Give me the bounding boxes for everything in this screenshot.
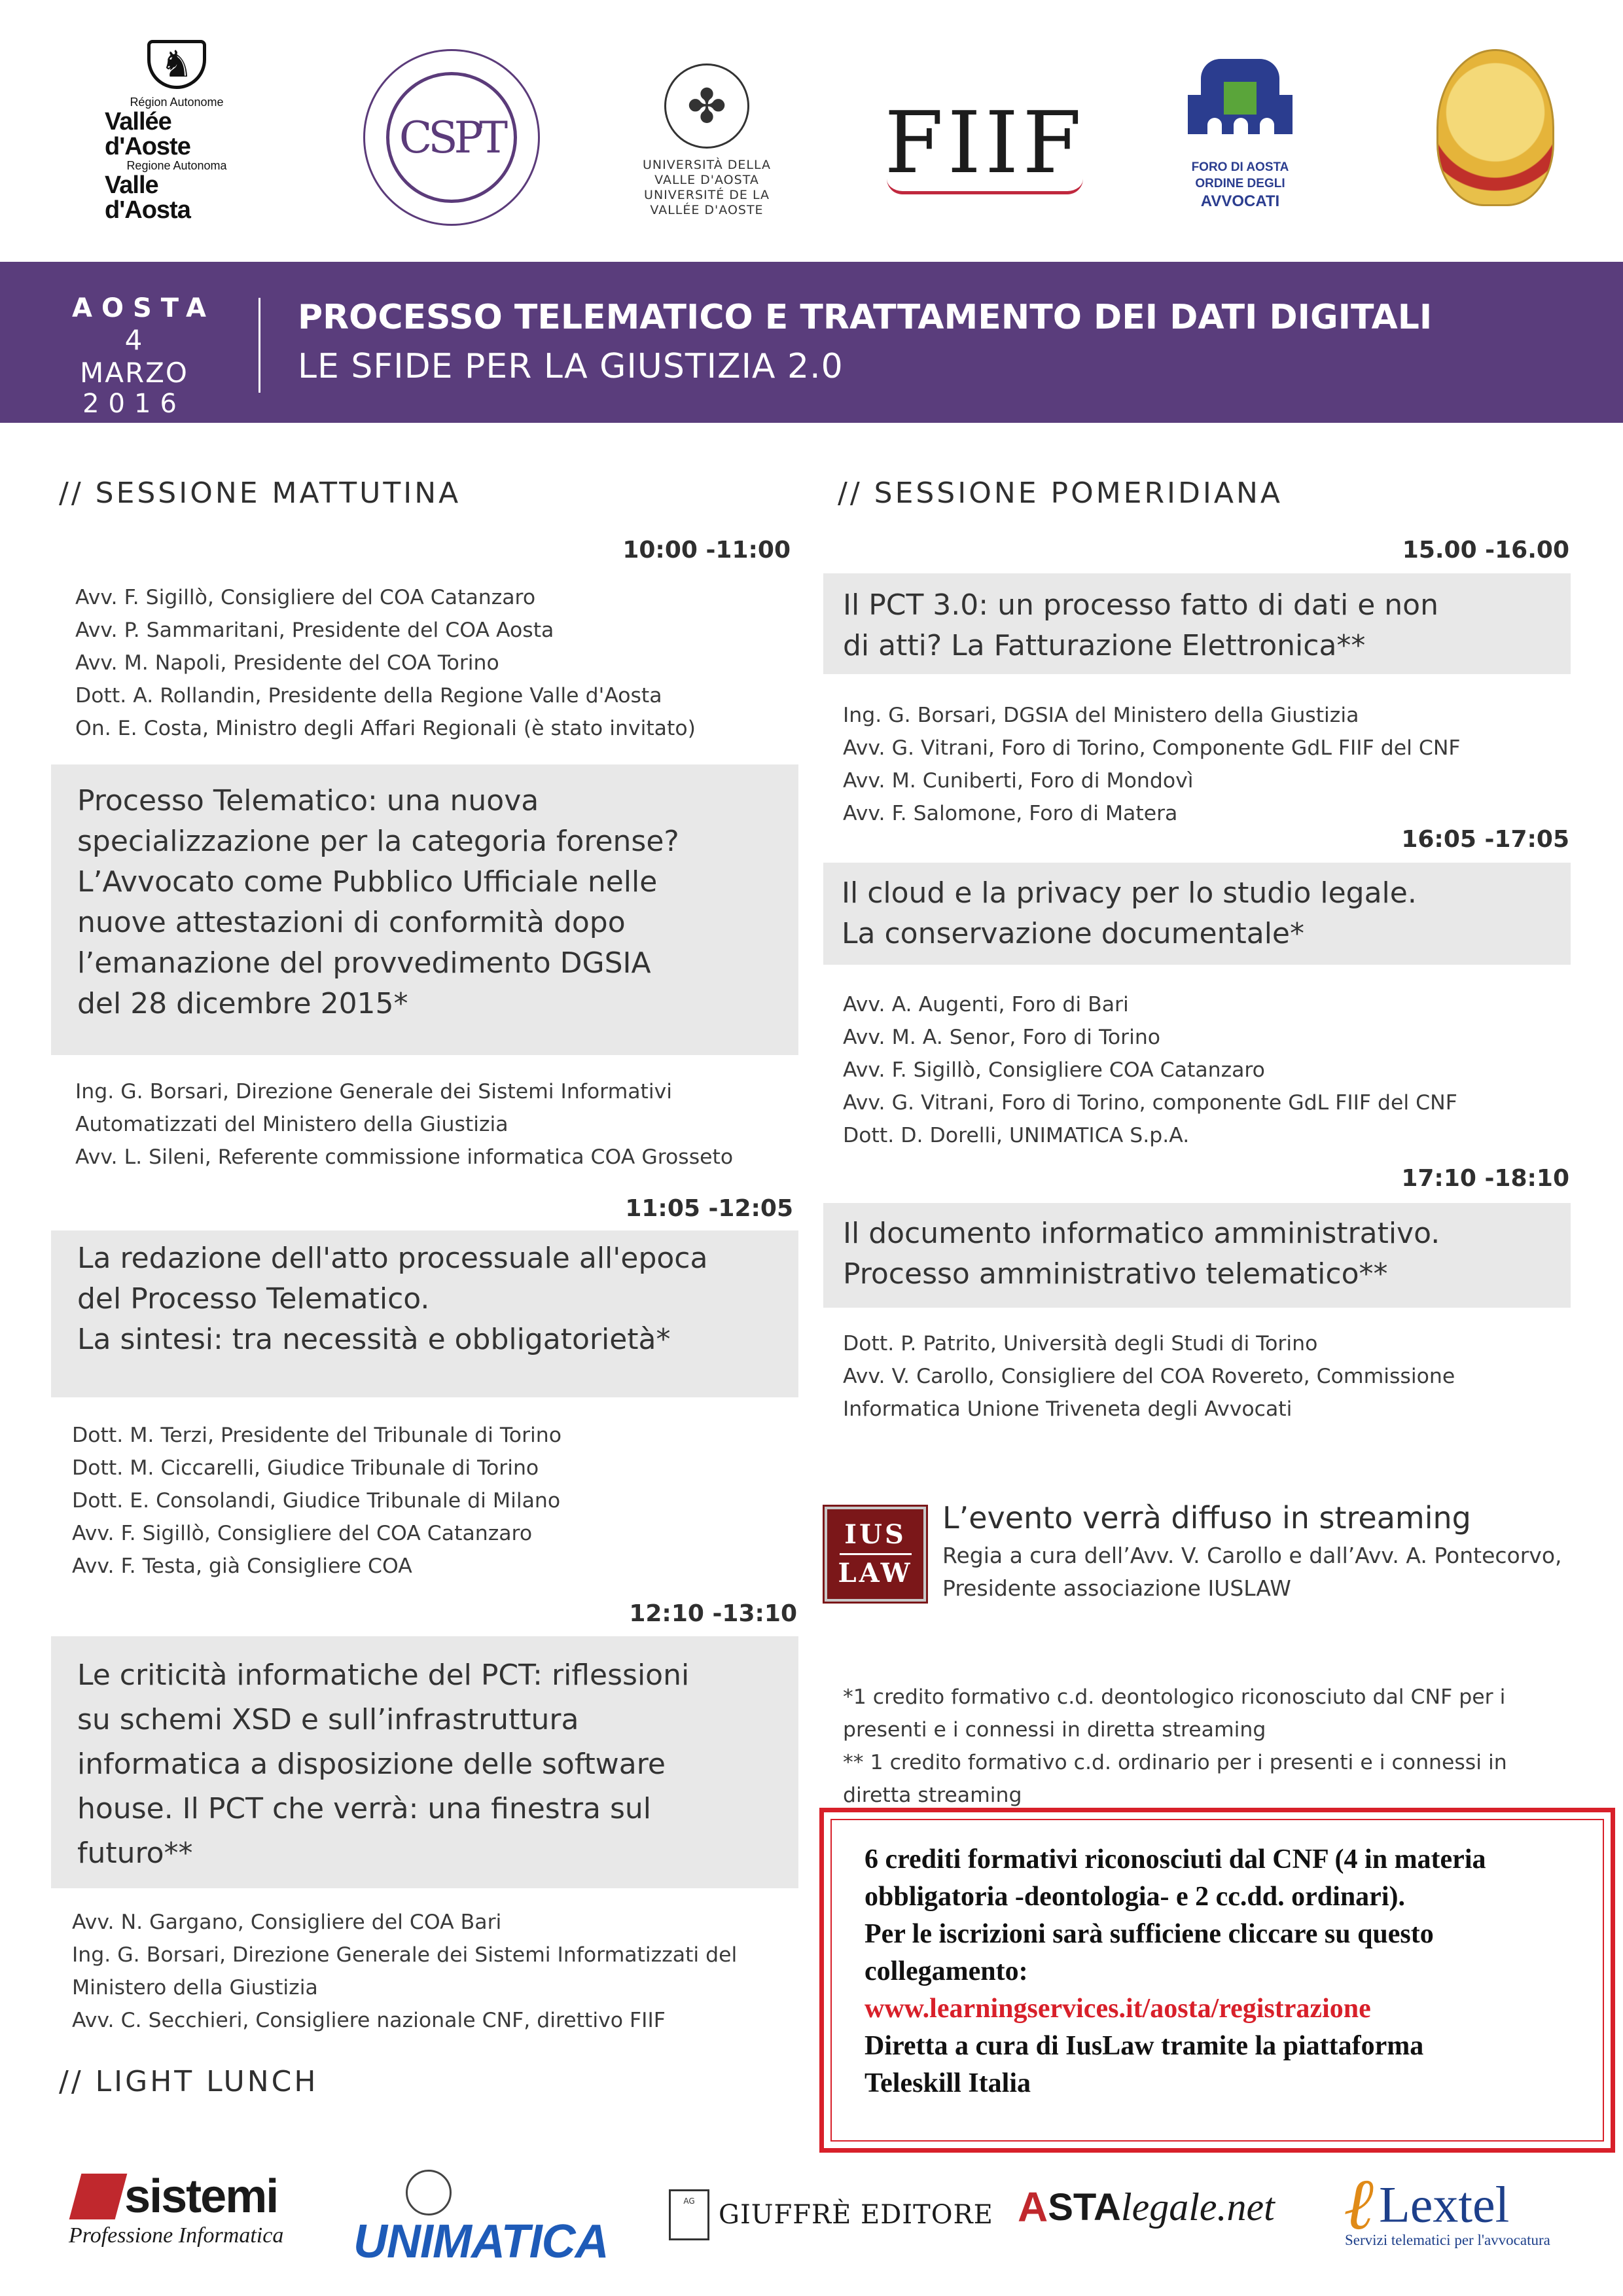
topic-line: La redazione dell'atto processuale all'epoca — [77, 1242, 708, 1275]
title-banner — [0, 262, 1623, 423]
morning-session-heading: // SESSIONE MATTUTINA — [59, 476, 461, 510]
iuslaw-top: IUS — [844, 1519, 906, 1550]
speaker-line: Avv. L. Sileni, Referente commissione informatica COA Grosseto — [75, 1145, 734, 1169]
afternoon-slot1-time: 15.00 -16.00 — [1402, 537, 1569, 564]
registration-link[interactable]: www.learningservices.it/aosta/registrazione — [865, 1994, 1371, 2024]
speaker-line: Dott. D. Dorelli, UNIMATICA S.p.A. — [843, 1124, 1190, 1147]
topic-line: La sintesi: tra necessità e obbligatorietà* — [77, 1323, 671, 1356]
sistemi-tagline: Professione Informatica — [69, 2223, 284, 2248]
cspt-logo — [353, 39, 550, 236]
emblem-logo — [1430, 46, 1561, 209]
name-line: On. E. Costa, Ministro degli Affari Regionali (è stato invitato) — [75, 717, 696, 740]
speaker-line: Dott. M. Ciccarelli, Giudice Tribunale di Torino — [72, 1456, 539, 1480]
topic-line: l’emanazione del provvedimento DGSIA — [77, 946, 651, 980]
tree-icon: ✤ — [664, 63, 749, 149]
afternoon-slot1-topic — [823, 573, 1571, 674]
vda-text-3: Regione Autonoma — [126, 158, 227, 172]
speaker-line: Ing. G. Borsari, Direzione Generale dei Sistemi Informatizzati del — [72, 1943, 738, 1967]
topic-line: del Processo Telematico. — [77, 1282, 430, 1316]
streaming-body — [942, 1539, 1562, 1605]
foro-building-icon — [1188, 59, 1293, 157]
streaming-line: Regia a cura dell’Avv. V. Carollo e dall’Avv. A. Pontecorvo, — [942, 1543, 1562, 1568]
asta-sta: STA — [1048, 2185, 1121, 2229]
morning-slot1-names — [75, 581, 696, 745]
morning-slot3-topic — [51, 1636, 798, 1888]
giuffre-logo — [669, 2189, 993, 2240]
afternoon-slot3-topic — [823, 1203, 1571, 1308]
speaker-line: Avv. G. Vitrani, Foro di Torino, Componente GdL FIIF del CNF — [843, 736, 1461, 760]
lextel-logo — [1345, 2163, 1550, 2248]
speaker-line: Avv. V. Carollo, Consigliere del COA Rovereto, Commissione — [843, 1365, 1455, 1388]
foro-text-1: FORO DI AOSTA — [1191, 160, 1289, 174]
speaker-line: Avv. F. Testa, già Consigliere COA — [72, 1554, 412, 1578]
event-title: PROCESSO TELEMATICO E TRATTAMENTO DEI DATI DIGITALI — [298, 298, 1433, 337]
registration-line: Diretta a cura di IusLaw tramite la piattaforma — [865, 2031, 1424, 2061]
cspt-monogram: CSPT — [386, 72, 517, 203]
topic-line: informatica a disposizione delle software — [77, 1748, 666, 1781]
event-city: AOSTA — [72, 293, 215, 323]
topic-line: Processo Telematico: una nuova — [77, 784, 539, 817]
speaker-line: Dott. M. Terzi, Presidente del Tribunale di Torino — [72, 1424, 562, 1447]
univ-text-2: VALLE D'AOSTA — [654, 173, 759, 188]
univ-text-4: VALLÉE D'AOSTE — [650, 202, 764, 217]
registration-line: obbligatoria -deontologia- e 2 cc.dd. ordinari). — [865, 1882, 1405, 1912]
foro-text-3: AVVOCATI — [1200, 192, 1280, 210]
lextel-wordmark: Lextel — [1379, 2176, 1510, 2233]
streaming-title: L’evento verrà diffuso in streaming — [942, 1500, 1471, 1535]
banner-divider — [259, 298, 260, 393]
foro-aosta-logo — [1178, 59, 1302, 209]
cspt-ring — [363, 49, 540, 226]
speaker-line: Automatizzati del Ministero della Giustizia — [75, 1113, 508, 1136]
name-line: Avv. M. Napoli, Presidente del COA Torino — [75, 651, 499, 675]
registration-box — [819, 1808, 1615, 2153]
fiif-logo — [877, 92, 1093, 203]
giuffre-wordmark: GIUFFRÈ EDITORE — [719, 2200, 993, 2230]
light-lunch-heading: // LIGHT LUNCH — [59, 2065, 319, 2098]
afternoon-slot2-time: 16:05 -17:05 — [1401, 826, 1569, 853]
speaker-line: Informatica Unione Triveneta degli Avvocati — [843, 1397, 1293, 1421]
topic-line: futuro** — [77, 1837, 193, 1870]
topic-line: del 28 dicembre 2015* — [77, 987, 408, 1020]
registration-line: Teleskill Italia — [865, 2068, 1031, 2098]
topic-line: nuove attestazioni di conformità dopo — [77, 906, 626, 939]
credit-notes — [843, 1681, 1507, 1812]
topic-line: su schemi XSD e sull’infrastruttura — [77, 1703, 579, 1736]
speaker-line: Dott. E. Consolandi, Giudice Tribunale di Milano — [72, 1489, 561, 1513]
university-logo — [622, 59, 792, 223]
registration-line: 6 crediti formativi riconosciuti dal CNF (4 in materia — [865, 1844, 1486, 1874]
fiif-swoosh — [887, 179, 1083, 194]
note-line: presenti e i connessi in diretta streaming — [843, 1718, 1266, 1742]
speaker-line: Avv. M. A. Senor, Foro di Torino — [843, 1026, 1161, 1049]
event-subtitle: LE SFIDE PER LA GIUSTIZIA 2.0 — [298, 347, 844, 386]
sistemi-wordmark: sistemi — [124, 2170, 278, 2223]
unimatica-logo — [353, 2170, 609, 2268]
speaker-line: Ministero della Giustizia — [72, 1976, 318, 2000]
sistemi-mark-icon — [69, 2174, 128, 2219]
name-line: Dott. A. Rollandin, Presidente della Regione Valle d'Aosta — [75, 684, 662, 708]
speaker-line: Dott. P. Patrito, Università degli Studi di Torino — [843, 1332, 1318, 1355]
afternoon-slot2-topic — [823, 863, 1571, 965]
speaker-line: Avv. F. Sigillò, Consigliere del COA Catanzaro — [72, 1522, 533, 1545]
topic-line: La conservazione documentale* — [842, 917, 1304, 950]
registration-text — [865, 1841, 1486, 2102]
univ-text-1: UNIVERSITÀ DELLA — [643, 158, 771, 173]
iuslaw-logo — [825, 1507, 926, 1602]
morning-slot2-time: 11:05 -12:05 — [625, 1195, 793, 1222]
speaker-line: Avv. F. Sigillò, Consigliere COA Catanzaro — [843, 1058, 1265, 1082]
note-line: ** 1 credito formativo c.d. ordinario per i presenti e i connessi in — [843, 1751, 1507, 1774]
univ-text-3: UNIVERSITÉ DE LA — [644, 188, 770, 202]
lextel-tagline: Servizi telematici per l'avvocatura — [1345, 2232, 1550, 2248]
speaker-line: Ing. G. Borsari, DGSIA del Ministero della Giustizia — [843, 704, 1359, 727]
partner-logos — [0, 0, 1623, 262]
morning-slot1-topic — [51, 764, 798, 1055]
valle-aosta-logo — [105, 43, 249, 224]
topic-line: Processo amministrativo telematico** — [843, 1257, 1388, 1291]
speaker-line: Avv. G. Vitrani, Foro di Torino, componente GdL FIIF del CNF — [843, 1091, 1457, 1115]
name-line: Avv. F. Sigillò, Consigliere del COA Catanzaro — [75, 586, 536, 609]
sistemi-logo — [69, 2170, 284, 2248]
afternoon-session-heading: // SESSIONE POMERIDIANA — [838, 476, 1283, 510]
morning-slot1-speakers — [75, 1075, 733, 1174]
event-day: 4 MARZO — [80, 324, 188, 389]
morning-slot3-time: 12:10 -13:10 — [629, 1600, 797, 1627]
afternoon-slot1-speakers — [843, 699, 1461, 830]
asta-a: A — [1018, 2183, 1048, 2231]
topic-line: Il cloud e la privacy per lo studio legale. — [842, 876, 1417, 910]
fiif-wordmark: FIIF — [884, 93, 1086, 192]
event-date — [72, 293, 215, 420]
morning-slot3-speakers — [72, 1906, 737, 2037]
afternoon-slot2-speakers — [843, 988, 1457, 1152]
streaming-line: Presidente associazione IUSLAW — [942, 1575, 1291, 1601]
morning-slot1-time: 10:00 -11:00 — [622, 537, 791, 564]
emblem-icon — [1436, 49, 1554, 206]
topic-line: di atti? La Fatturazione Elettronica** — [843, 629, 1366, 662]
unimatica-wordmark: UNIMATICA — [353, 2215, 609, 2268]
registration-line: collegamento: — [865, 1956, 1028, 1986]
topic-line: Le criticità informatiche del PCT: riflessioni — [77, 1659, 690, 1692]
topic-line: Il documento informatico amministrativo. — [843, 1217, 1440, 1250]
vda-text-4: Valle d'Aosta — [105, 171, 190, 224]
speaker-line: Avv. C. Secchieri, Consigliere nazionale CNF, direttivo FIIF — [72, 2009, 666, 2032]
lextel-l-icon: ℓ — [1345, 2164, 1376, 2244]
speaker-line: Avv. A. Augenti, Foro di Bari — [843, 993, 1129, 1016]
topic-line: specializzazione per la categoria forense? — [77, 825, 679, 858]
name-line: Avv. P. Sammaritani, Presidente del COA Aosta — [75, 619, 554, 642]
speaker-line: Avv. M. Cuniberti, Foro di Mondovì — [843, 769, 1194, 793]
afternoon-slot3-speakers — [843, 1327, 1455, 1426]
foro-text-2: ORDINE DEGLI — [1195, 177, 1285, 190]
registration-line: Per le iscrizioni sarà sufficiene cliccare su questo — [865, 1919, 1434, 1949]
topic-line: L’Avvocato come Pubblico Ufficiale nelle — [77, 865, 658, 899]
lion-shield-icon: ♞ — [147, 40, 206, 89]
globe-icon — [406, 2170, 452, 2215]
giuffre-box-icon: AG — [669, 2189, 709, 2240]
speaker-line: Avv. F. Salomone, Foro di Matera — [843, 802, 1178, 825]
astalegale-logo — [1018, 2183, 1275, 2231]
afternoon-slot3-time: 17:10 -18:10 — [1401, 1165, 1569, 1192]
vda-text-1: Région Autonome — [130, 95, 224, 109]
note-line: diretta streaming — [843, 1784, 1022, 1807]
speaker-line: Ing. G. Borsari, Direzione Generale dei Sistemi Informativi — [75, 1080, 673, 1103]
morning-slot2-speakers — [72, 1419, 562, 1583]
iuslaw-bottom: LAW — [838, 1558, 913, 1588]
vda-text-2: Vallée d'Aoste — [105, 107, 190, 160]
topic-line: house. Il PCT che verrà: una finestra sul — [77, 1792, 652, 1825]
note-line: *1 credito formativo c.d. deontologico riconosciuto dal CNF per i — [843, 1685, 1506, 1709]
topic-line: Il PCT 3.0: un processo fatto di dati e non — [843, 588, 1438, 622]
morning-slot2-topic — [51, 1230, 798, 1397]
event-year: 2016 — [82, 389, 186, 420]
asta-net: legale.net — [1120, 2185, 1275, 2229]
speaker-line: Avv. N. Gargano, Consigliere del COA Bari — [72, 1910, 502, 1934]
